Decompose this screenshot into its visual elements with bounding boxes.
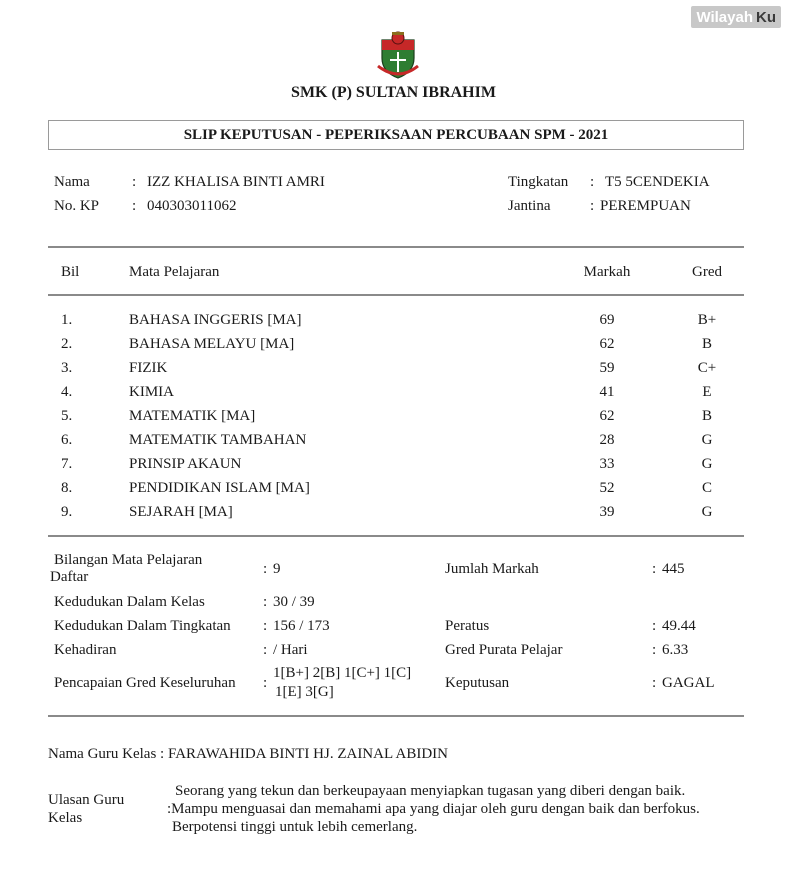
summary-bottom-divider <box>48 715 744 717</box>
nama-label: Nama <box>54 174 90 190</box>
guru-label: Nama Guru Kelas <box>48 746 157 762</box>
nama-value: IZZ KHALISA BINTI AMRI <box>147 174 325 190</box>
bilangan-label-line1: Bilangan Mata Pelajaran <box>54 552 203 568</box>
ulasan-line1: Seorang yang tekun dan berkeupayaan menyiapkan tugasan yang diberi dengan baik. <box>175 783 686 799</box>
kehadiran-sep: : <box>263 642 268 658</box>
row-subject: PRINSIP AKAUN <box>129 456 242 472</box>
jantina-sep: : <box>590 198 595 214</box>
header-subject: Mata Pelajaran <box>129 264 220 280</box>
ulasan-label-line2: Kelas <box>48 810 83 826</box>
tingkatan-sep: : <box>590 174 595 190</box>
guru-name: FARAWAHIDA BINTI HJ. ZAINAL ABIDIN <box>167 746 448 762</box>
row-bil: 7. <box>61 456 73 472</box>
row-grade: G <box>701 504 713 520</box>
kp-sep: : <box>132 198 137 214</box>
keputusan-sep: : <box>652 675 657 691</box>
row-bil: 4. <box>61 384 73 400</box>
jantina-label: Jantina <box>508 198 551 214</box>
tingkatan-label: Tingkatan <box>508 174 569 190</box>
gpp-value: 6.33 <box>662 642 689 658</box>
kehadiran-value: / Hari <box>273 642 308 658</box>
tingkatan-rank-value: 156 / 173 <box>273 618 330 634</box>
table-bottom-divider <box>48 535 744 537</box>
row-grade: G <box>701 456 713 472</box>
kelas-label: Kedudukan Dalam Kelas <box>54 594 205 610</box>
row-grade: G <box>701 432 713 448</box>
row-mark: 62 <box>599 408 615 424</box>
row-mark: 52 <box>599 480 615 496</box>
row-subject: BAHASA MELAYU [MA] <box>129 336 295 352</box>
jantina-value: PEREMPUAN <box>600 198 691 214</box>
ulasan-line3: Berpotensi tinggi untuk lebih cemerlang. <box>172 819 418 835</box>
school-crest-icon <box>374 30 422 80</box>
row-subject: MATEMATIK [MA] <box>129 408 256 424</box>
row-bil: 5. <box>61 408 73 424</box>
guru-kelas <box>48 746 448 763</box>
kelas-sep: : <box>263 594 268 610</box>
table-top-divider <box>48 246 744 248</box>
gpp-label: Gred Purata Pelajar <box>445 642 563 658</box>
slip-title-box <box>48 120 744 150</box>
row-subject: MATEMATIK TAMBAHAN <box>129 432 307 448</box>
jumlah-label: Jumlah Markah <box>445 561 539 577</box>
row-mark: 41 <box>599 384 615 400</box>
jumlah-value: 445 <box>662 561 685 577</box>
row-bil: 2. <box>61 336 73 352</box>
kp-value: 040303011062 <box>147 198 237 214</box>
tingkatan-value: T5 5CENDEKIA <box>605 174 710 190</box>
row-grade: C+ <box>697 360 717 376</box>
header-bil: Bil <box>61 264 80 280</box>
pencapaian-value-line1: 1[B+] 2[B] 1[C+] 1[C] <box>273 665 412 681</box>
jumlah-sep: : <box>652 561 657 577</box>
row-grade: C <box>701 480 712 496</box>
peratus-value: 49.44 <box>662 618 696 634</box>
table-header-divider <box>48 294 744 296</box>
keputusan-value: GAGAL <box>662 675 715 691</box>
row-mark: 69 <box>599 312 615 328</box>
tingkatan-rank-sep: : <box>263 618 268 634</box>
tingkatan-rank-label: Kedudukan Dalam Tingkatan <box>54 618 231 634</box>
bilangan-label-line2: Daftar <box>50 569 89 585</box>
bilangan-sep: : <box>263 561 268 577</box>
peratus-sep: : <box>652 618 657 634</box>
row-grade: B+ <box>697 312 717 328</box>
nama-sep: : <box>132 174 137 190</box>
kelas-value: 30 / 39 <box>273 594 315 610</box>
keputusan-label: Keputusan <box>445 675 510 691</box>
pencapaian-value-line2: 1[E] 3[G] <box>275 684 334 700</box>
watermark-part2: Ku <box>756 8 776 26</box>
row-bil: 9. <box>61 504 73 520</box>
row-grade: E <box>702 384 712 400</box>
kp-label: No. KP <box>54 198 100 214</box>
peratus-label: Peratus <box>445 618 490 634</box>
header-mark: Markah <box>583 264 631 280</box>
row-grade: B <box>701 408 712 424</box>
row-bil: 6. <box>61 432 73 448</box>
guru-sep: : <box>160 746 165 762</box>
row-subject: PENDIDIKAN ISLAM [MA] <box>129 480 310 496</box>
pencapaian-sep: : <box>263 675 268 691</box>
watermark-logo <box>691 6 781 28</box>
row-mark: 59 <box>599 360 615 376</box>
gpp-sep: : <box>652 642 657 658</box>
row-grade: B <box>701 336 712 352</box>
pencapaian-label: Pencapaian Gred Keseluruhan <box>54 675 236 691</box>
header-grade: Gred <box>692 264 722 280</box>
row-bil: 3. <box>61 360 73 376</box>
row-bil: 1. <box>61 312 73 328</box>
ulasan-line2: :Mampu menguasai dan memahami apa yang diajar oleh guru dengan baik dan berfokus. <box>167 801 700 817</box>
row-subject: BAHASA INGGERIS [MA] <box>129 312 302 328</box>
row-mark: 62 <box>599 336 615 352</box>
slip-title: SLIP KEPUTUSAN - PEPERIKSAAN PERCUBAAN SPM - 2021 <box>183 126 609 143</box>
school-name: SMK (P) SULTAN IBRAHIM <box>291 84 496 101</box>
row-subject: SEJARAH [MA] <box>129 504 233 520</box>
watermark-part1: Wilayah <box>696 8 753 26</box>
kehadiran-label: Kehadiran <box>54 642 117 658</box>
row-subject: FIZIK <box>129 360 168 376</box>
row-mark: 33 <box>599 456 615 472</box>
ulasan-label-line1: Ulasan Guru <box>48 792 125 808</box>
row-bil: 8. <box>61 480 73 496</box>
row-subject: KIMIA <box>129 384 174 400</box>
row-mark: 39 <box>599 504 615 520</box>
row-mark: 28 <box>599 432 615 448</box>
bilangan-value: 9 <box>273 561 281 577</box>
